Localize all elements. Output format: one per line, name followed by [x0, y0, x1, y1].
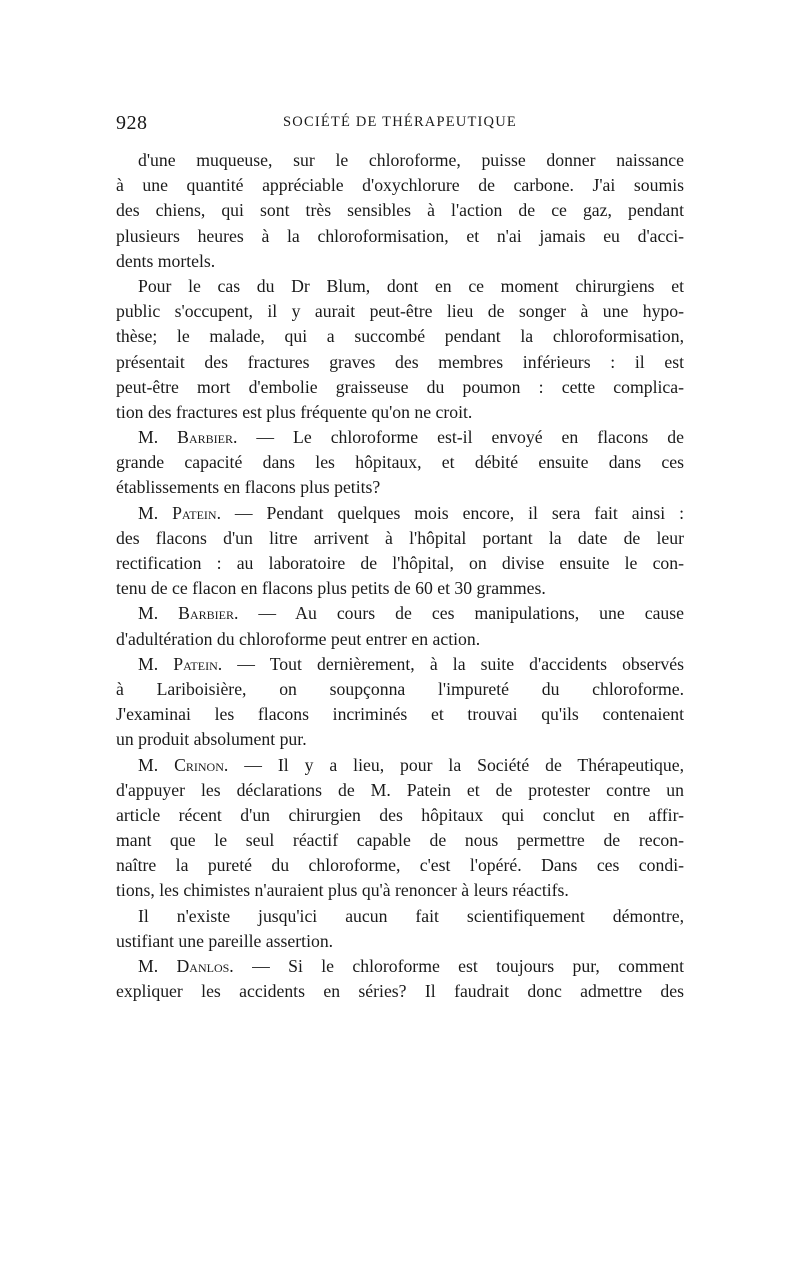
line-text: — Tout dernièrement, à la suite d'accidents observés	[222, 653, 684, 674]
line-text: article récent d'un chirurgien des hôpitaux qui conclut en affir-	[116, 804, 684, 825]
line-text: d'adultération du chloroforme peut entrer en action.	[116, 628, 481, 649]
line-text: plusieurs heures à la chloroformisation, et n'ai jamais eu d'acci-	[116, 225, 684, 246]
text-line	[116, 148, 684, 173]
text-line	[116, 979, 684, 1004]
line-text: naître la pureté du chloroforme, c'est l'opéré. Dans ces condi-	[116, 855, 684, 876]
line-text: J'examinai les flacons incriminés et trouvai qu'ils contenaient	[116, 704, 684, 725]
text-line	[116, 904, 684, 929]
paragraph	[116, 652, 684, 753]
text-line	[116, 803, 684, 828]
line-text: — Le chloroforme est-il envoyé en flacons de	[237, 427, 685, 448]
line-text: — Si le chloroforme est toujours pur, comment	[233, 956, 684, 976]
line-text: tenu de ce flacon en flacons plus petits de 60 et 30 grammes.	[116, 578, 546, 599]
speaker-name: M. Crinon.	[138, 754, 229, 775]
speaker-name: M. Patein.	[138, 653, 223, 674]
line-text: thèse; le malade, qui a succombé pendant la chloroformisation,	[116, 326, 684, 347]
text-line	[116, 702, 684, 727]
text-line	[116, 929, 684, 954]
text-line	[116, 350, 684, 375]
speaker-name: M. Barbier.	[138, 427, 238, 448]
text-line	[116, 551, 684, 576]
text-line	[116, 601, 684, 626]
paragraph	[116, 274, 684, 425]
paragraph	[116, 904, 684, 954]
speaker-name: M. Barbier.	[138, 603, 239, 624]
line-text: d'une muqueuse, sur le chloroforme, puisse donner naissance	[138, 150, 684, 170]
line-text: des chiens, qui sont très sensibles à l'action de ce gaz, pendant	[116, 200, 684, 221]
line-text: établissements en flacons plus petits?	[116, 477, 381, 498]
document-page	[116, 112, 684, 1004]
page-number: 928	[116, 112, 148, 134]
paragraph	[116, 425, 684, 501]
text-line	[116, 627, 684, 652]
text-line	[116, 299, 684, 324]
line-text: — Pendant quelques mois encore, il sera fait ainsi :	[221, 502, 684, 523]
body-text	[116, 148, 684, 1004]
text-line	[116, 501, 684, 526]
paragraph	[116, 601, 684, 651]
line-text: Pour le cas du Dr Blum, dont en ce moment chirurgiens et	[138, 275, 684, 296]
line-text: Il n'existe jusqu'ici aucun fait scientifiquement démontre,	[138, 905, 684, 926]
page-header	[116, 112, 684, 138]
text-line	[116, 324, 684, 349]
line-text: présentait des fractures graves des membres inférieurs : il est	[116, 351, 684, 372]
running-title: SOCIÉTÉ DE THÉRAPEUTIQUE	[283, 114, 517, 130]
text-line	[116, 249, 684, 274]
text-line	[116, 954, 684, 979]
line-text: rectification : au laboratoire de l'hôpital, on divise ensuite le con-	[116, 553, 684, 573]
text-line	[116, 878, 684, 903]
line-text: des flacons d'un litre arrivent à l'hôpital portant la date de leur	[116, 527, 684, 548]
text-line	[116, 753, 684, 778]
text-line	[116, 425, 684, 450]
text-line	[116, 224, 684, 249]
text-line	[116, 274, 684, 299]
text-line	[116, 576, 684, 601]
paragraph	[116, 148, 684, 274]
text-line	[116, 475, 684, 500]
text-line	[116, 400, 684, 425]
speaker-name: M. Patein.	[138, 502, 221, 523]
line-text: un produit absolument pur.	[116, 729, 307, 750]
text-line	[116, 778, 684, 803]
text-line	[116, 450, 684, 475]
line-text: — Il y a lieu, pour la Société de Thérapeutique,	[228, 754, 684, 775]
line-text: ustifiant une pareille assertion.	[116, 930, 334, 951]
line-text: à une quantité appréciable d'oxychlorure de carbone. J'ai soumis	[116, 175, 684, 196]
line-text: public s'occupent, il y aurait peut-être lieu de songer à une hypo-	[116, 301, 684, 322]
line-text: dents mortels.	[116, 250, 216, 271]
line-text: à Lariboisière, on soupçonna l'impureté du chloroforme.	[116, 678, 684, 699]
paragraph	[116, 954, 684, 1004]
line-text: tions, les chimistes n'auraient plus qu'à renoncer à leurs réactifs.	[116, 880, 569, 901]
line-text: peut-être mort d'embolie graisseuse du poumon : cette complica-	[116, 376, 684, 397]
line-text: mant que le seul réactif capable de nous permettre de recon-	[116, 830, 684, 851]
paragraph	[116, 753, 684, 904]
line-text: — Au cours de ces manipulations, une cause	[238, 603, 685, 624]
line-text: d'appuyer les déclarations de M. Patein et de protester contre un	[116, 779, 684, 800]
text-line	[116, 526, 684, 551]
text-line	[116, 727, 684, 752]
text-line	[116, 173, 684, 198]
paragraph	[116, 501, 684, 602]
text-line	[116, 677, 684, 702]
speaker-name: M. Danlos.	[138, 956, 234, 976]
line-text: grande capacité dans les hôpitaux, et débité ensuite dans ces	[116, 452, 684, 473]
text-line	[116, 652, 684, 677]
text-line	[116, 375, 684, 400]
text-line	[116, 853, 684, 878]
text-line	[116, 198, 684, 223]
line-text: expliquer les accidents en séries? Il faudrait donc admettre des	[116, 981, 684, 1002]
line-text: tion des fractures est plus fréquente qu'on ne croit.	[116, 401, 473, 422]
text-line	[116, 828, 684, 853]
